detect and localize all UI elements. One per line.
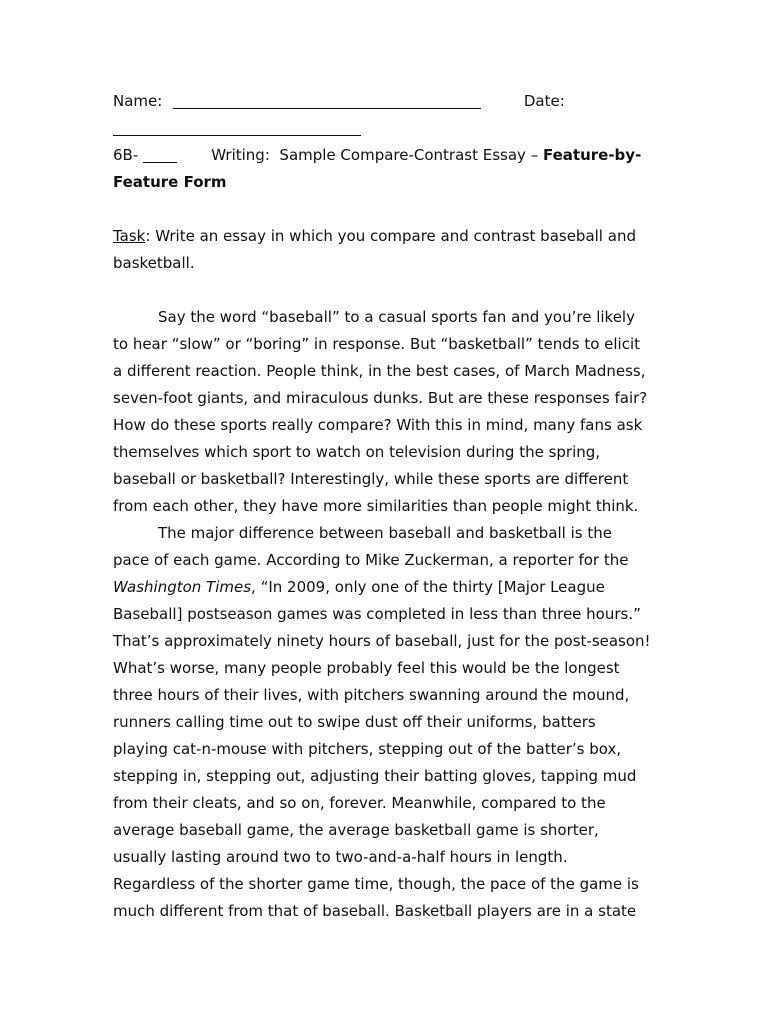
essay-line: themselves which sport to watch on television during the spring, [113, 443, 601, 461]
title-prefix: Sample Compare-Contrast Essay – [279, 146, 543, 164]
essay-line: much different from that of baseball. Basketball players are in a state [113, 902, 637, 920]
essay-line: from each other, they have more similarities than people might think. [113, 497, 639, 515]
essay-line: Baseball] postseason games was completed in less than three hours.” [113, 605, 641, 623]
essay-line: usually lasting around two to two-and-a-half hours in length. [113, 848, 568, 866]
date-blank [113, 117, 361, 136]
essay-line: runners calling time out to swipe dust off their uniforms, batters [113, 713, 596, 731]
essay-paragraph-2 [113, 520, 661, 925]
essay-line: How do these sports really compare? With this in mind, many fans ask [113, 416, 643, 434]
essay-line: seven-foot giants, and miraculous dunks. But are these responses fair? [113, 389, 648, 407]
task-text-1: : Write an essay in which you compare and contrast baseball and [145, 227, 636, 245]
essay-line: baseball or basketball? Interestingly, while these sports are different [113, 470, 629, 488]
essay-line-citation [113, 574, 661, 601]
essay-line: Regardless of the shorter game time, though, the pace of the game is [113, 875, 639, 893]
document-page [113, 88, 661, 925]
task-text-2: basketball. [113, 254, 195, 272]
essay-line: pace of each game. According to Mike Zuckerman, a reporter for the [113, 551, 629, 569]
essay-line: from their cleats, and so on, forever. Meanwhile, compared to the [113, 794, 606, 812]
essay-line: That’s approximately ninety hours of baseball, just for the post-season! [113, 632, 651, 650]
date-label: Date: [523, 92, 565, 110]
essay-paragraph-1 [113, 304, 661, 520]
essay-body [113, 304, 661, 925]
title-bold-2: Feature Form [113, 173, 227, 191]
name-date-line [113, 88, 661, 115]
title-bold-1: Feature-by- [542, 146, 642, 164]
essay-line: playing cat-n-mouse with pitchers, stepping out of the batter’s box, [113, 740, 622, 758]
task-label: Task [113, 227, 146, 245]
essay-line: a different reaction. People think, in the best cases, of March Madness, [113, 362, 646, 380]
essay-line-rest: , “In 2009, only one of the thirty [Major League [251, 578, 605, 596]
essay-line: The major difference between baseball and basketball is the [158, 524, 612, 542]
newspaper-title: Washington Times [113, 578, 252, 596]
date-blank-line [113, 115, 661, 142]
name-label: Name: [113, 92, 163, 110]
class-number-blank [143, 144, 177, 163]
essay-line: average baseball game, the average basketball game is shorter, [113, 821, 599, 839]
essay-line: Say the word “baseball” to a casual sports fan and you’re likely [158, 308, 635, 326]
name-blank [173, 90, 481, 109]
essay-line: stepping in, stepping out, adjusting their batting gloves, tapping mud [113, 767, 637, 785]
essay-line: three hours of their lives, with pitchers swanning around the mound, [113, 686, 630, 704]
essay-line: to hear “slow” or “boring” in response. But “basketball” tends to elicit [113, 335, 641, 353]
writing-label: Writing: [211, 146, 270, 164]
task-block [113, 223, 661, 277]
title-block [113, 142, 661, 196]
essay-line: What’s worse, many people probably feel this would be the longest [113, 659, 620, 677]
class-code: 6B- [113, 146, 139, 164]
